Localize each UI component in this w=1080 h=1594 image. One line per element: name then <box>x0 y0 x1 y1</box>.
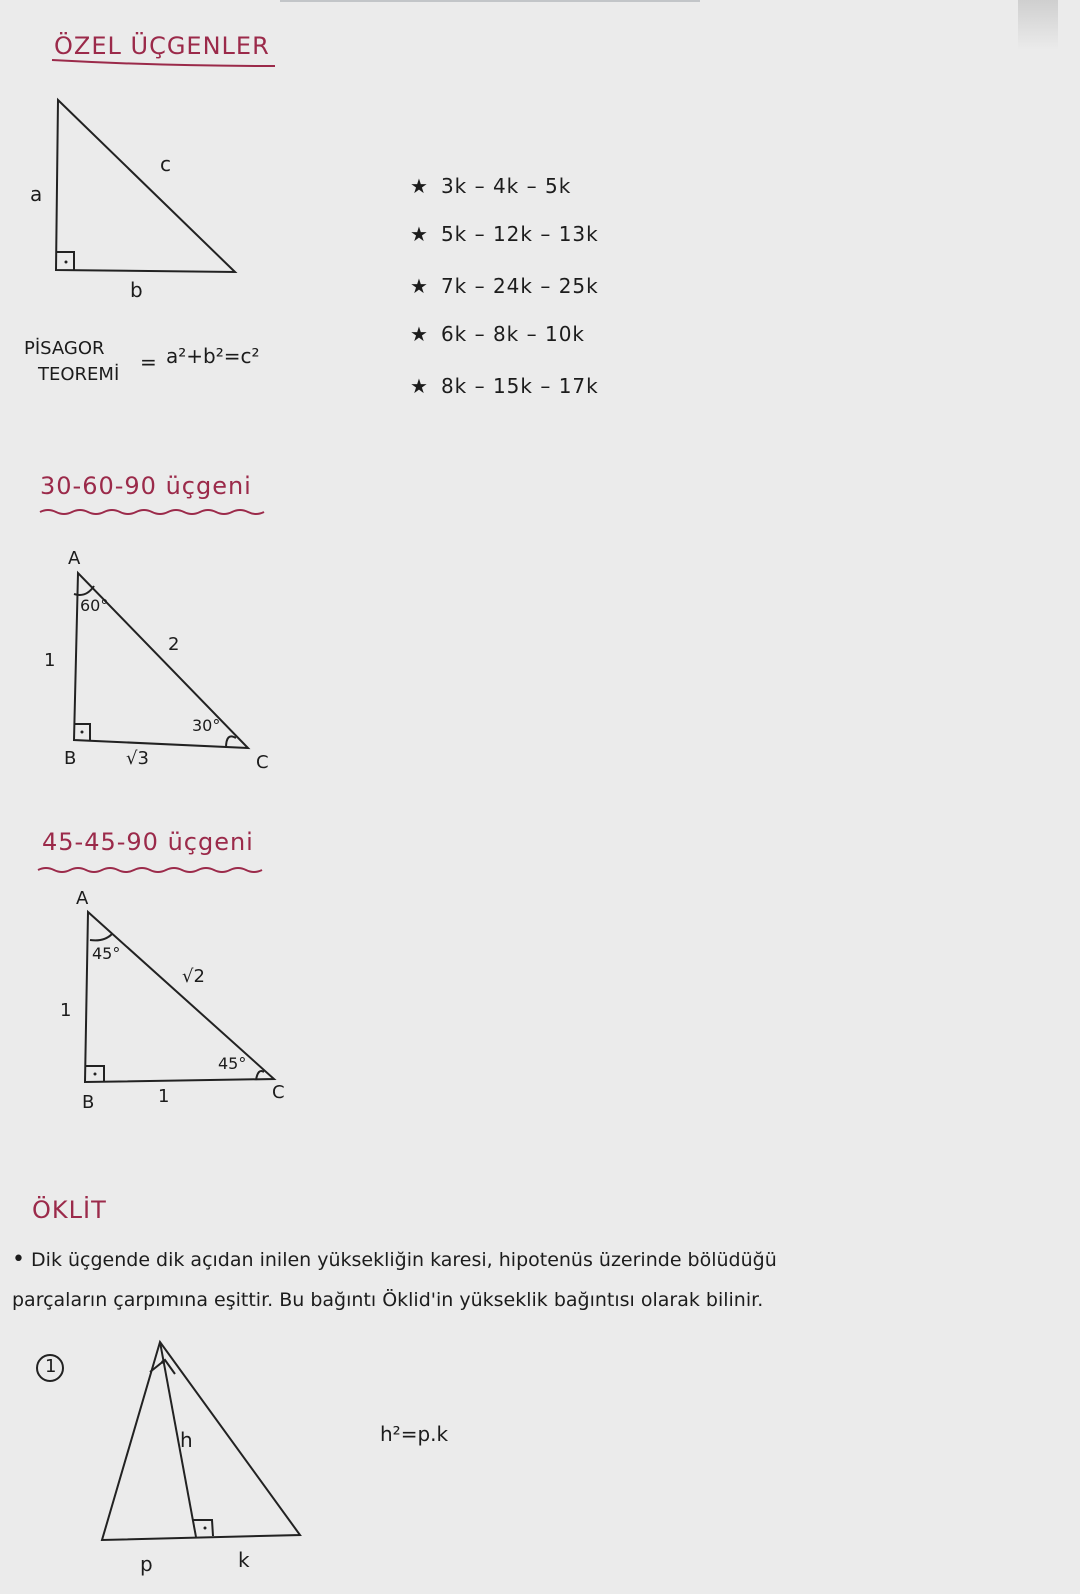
triple-item <box>410 222 599 246</box>
euclid-title: ÖKLİT <box>32 1196 107 1224</box>
triple-item <box>410 174 571 198</box>
title-underline-30-60-90 <box>40 510 264 514</box>
segment-k-label: k <box>238 1548 250 1572</box>
vertex-c-label: C <box>272 1082 285 1103</box>
euclid-formula: h²=p.k <box>380 1422 449 1446</box>
side-ac-label: √2 <box>182 966 205 987</box>
triangle-30-60-90-title: 30-60-90 üçgeni <box>40 472 252 500</box>
side-bc-label: √3 <box>126 748 149 769</box>
star-icon: ★ <box>410 374 429 398</box>
side-ab-label: 1 <box>60 1000 72 1021</box>
star-icon: ★ <box>410 322 429 346</box>
vertex-a-label: A <box>68 548 81 569</box>
angle-30-label: 30° <box>192 716 221 735</box>
angle-45-a-label: 45° <box>92 944 121 963</box>
side-b-label: b <box>130 278 143 302</box>
pythagoras-label-line2: TEOREMİ <box>38 364 120 385</box>
triple-text: 3k – 4k – 5k <box>440 174 572 198</box>
star-icon: ★ <box>410 274 429 298</box>
side-a-label: a <box>30 182 43 206</box>
triple-text: 7k – 24k – 25k <box>440 274 599 298</box>
pythagoras-label-line1: PİSAGOR <box>24 338 105 359</box>
triple-text: 6k – 8k – 10k <box>440 322 586 346</box>
item-number: 1 <box>45 1356 57 1377</box>
euclid-triangle <box>102 1342 300 1540</box>
side-ab-label: 1 <box>44 650 56 671</box>
triple-text: 5k – 12k – 13k <box>440 222 599 246</box>
star-icon: ★ <box>410 222 429 246</box>
side-c-label: c <box>160 152 171 176</box>
triangle-45-45-90-title: 45-45-90 üçgeni <box>42 828 254 856</box>
vertex-b-label: B <box>82 1092 95 1113</box>
triple-item <box>410 274 599 298</box>
vertex-c-label: C <box>256 752 269 773</box>
pythagoras-equals: = <box>140 350 157 374</box>
side-ac-label: 2 <box>168 634 180 655</box>
star-icon: ★ <box>410 174 429 198</box>
triple-item <box>410 374 599 398</box>
triple-text: 8k – 15k – 17k <box>440 374 599 398</box>
right-triangle-abc <box>56 100 235 272</box>
angle-arc-45-a <box>90 934 112 940</box>
segment-p-label: p <box>140 1552 153 1576</box>
definition-text-1: Dik üçgende dik açıdan inilen yüksekliğin karesi, hipotenüs üzerinde bölüdüğü <box>31 1249 777 1271</box>
title-underline-45-45-90 <box>38 868 262 872</box>
side-bc-label: 1 <box>158 1086 170 1107</box>
triple-item <box>410 322 585 346</box>
vertex-b-label: B <box>64 748 77 769</box>
title-underline-special <box>52 60 275 66</box>
euclid-definition-line1 <box>12 1240 777 1280</box>
euclid-definition-line2: parçaların çarpımına eşittir. Bu bağıntı Öklid'in yükseklik bağıntısı olarak bilinir. <box>12 1289 764 1311</box>
right-angle-dot <box>65 261 68 264</box>
angle-45-c-label: 45° <box>218 1054 247 1073</box>
special-triangles-title: ÖZEL ÜÇGENLER <box>54 32 270 60</box>
pythagoras-formula: a²+b²=c² <box>166 344 260 368</box>
height-h-label: h <box>180 1428 193 1452</box>
angle-60-label: 60° <box>80 596 109 615</box>
bullet-icon: • <box>12 1247 25 1272</box>
vertex-a-label: A <box>76 888 89 909</box>
